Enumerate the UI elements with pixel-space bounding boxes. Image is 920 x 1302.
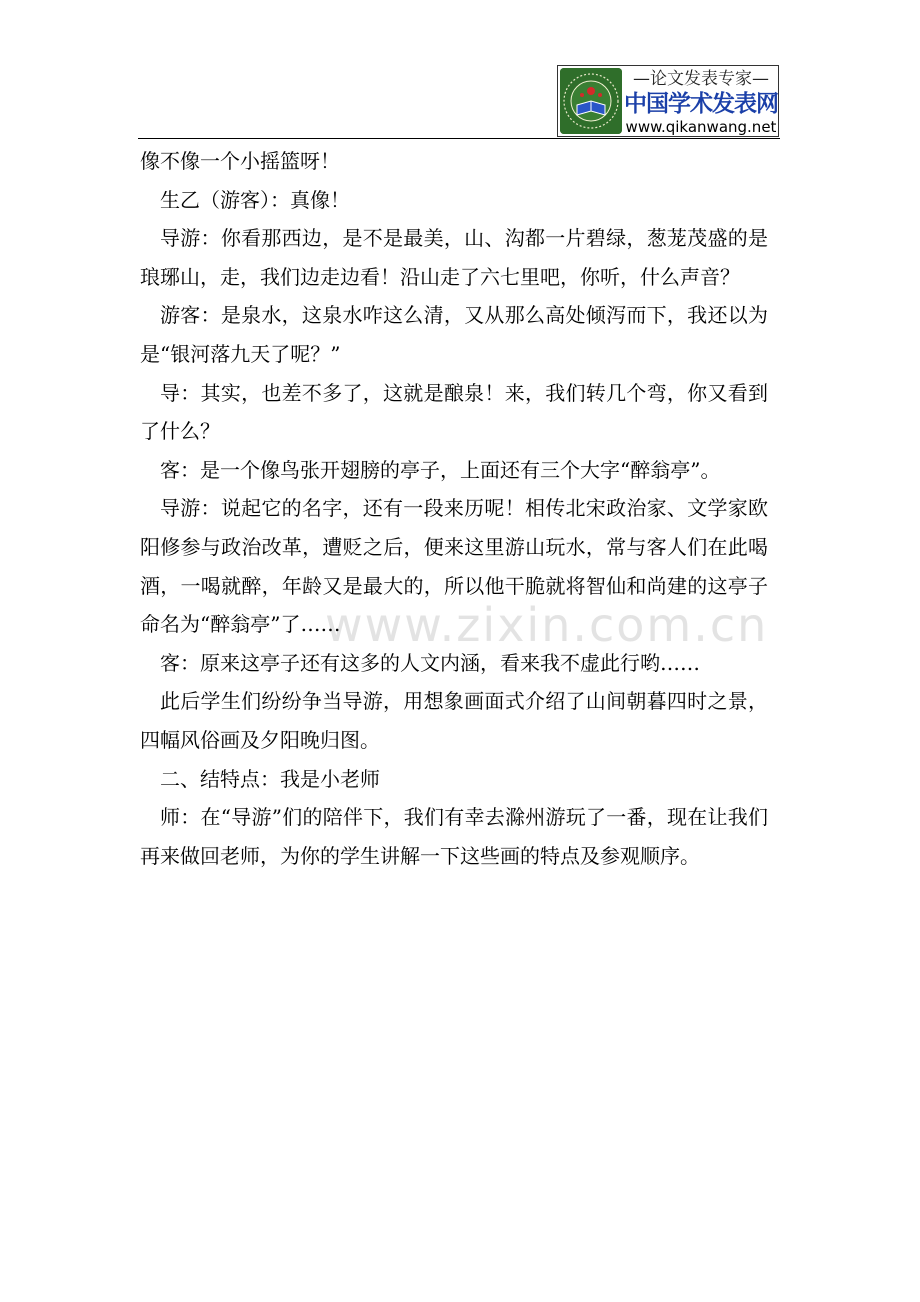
section-heading: 二、结特点：我是小老师 — [160, 766, 380, 791]
watermark: www.zixin.com.cn — [325, 598, 769, 652]
logo-slogan: —论文发表专家— — [633, 69, 769, 89]
paragraph: 客：原来这亭子还有这多的人文内涵，看来我不虚此行哟…… — [160, 650, 700, 675]
paragraph: 游客：是泉水，这泉水咋这么清，又从那么高处倾泻而下，我还以为是“银河落九天了呢？” — [140, 303, 768, 366]
paragraph: 导游：说起它的名字，还有一段来历呢！相传北宋政治家、文学家欧阳修参与政治改革，遭贬之后，便来这里游山玩水，常与客人们在此喝酒，一喝就醉，年龄又是最大的，所以他干脆就将智仙和尚建的这亭子命名为“醉翁亭”了…… — [140, 496, 768, 637]
paragraph: 客：是一个像鸟张开翅膀的亭子，上面还有三个大字“醉翁亭”。 — [160, 457, 721, 482]
paragraph: 像不像一个小摇篮呀！ — [140, 149, 340, 173]
paragraph: 此后学生们纷纷争当导游，用想象画面式介绍了山间朝暮四时之景，四幅风俗画及夕阳晚归图。 — [140, 689, 768, 752]
emblem-logo-icon — [560, 68, 622, 134]
paragraph: 导：其实，也差不多了，这就是酿泉！来，我们转几个弯，你又看到了什么？ — [140, 380, 768, 444]
paragraph: 师：在“导游”们的陪伴下，我们有幸去滁州游玩了一番，现在让我们再来做回老师，为你的学生讲解一下这些画的特点及参观顺序。 — [140, 805, 768, 868]
header-logo — [557, 65, 779, 137]
paragraph: 导游：你看那西边，是不是最美，山、沟都一片碧绿，葱茏茂盛的是琅琊山，走，我们边走边看！沿山走了六七里吧，你听，什么声音？ — [140, 226, 768, 289]
document-body — [140, 142, 768, 875]
logo-site-name: 中国学术发表网 — [624, 91, 778, 117]
header-divider — [138, 138, 780, 139]
paragraph: 生乙（游客）：真像！ — [160, 187, 350, 212]
logo-site-url: www.qikanwang.net — [625, 118, 777, 136]
